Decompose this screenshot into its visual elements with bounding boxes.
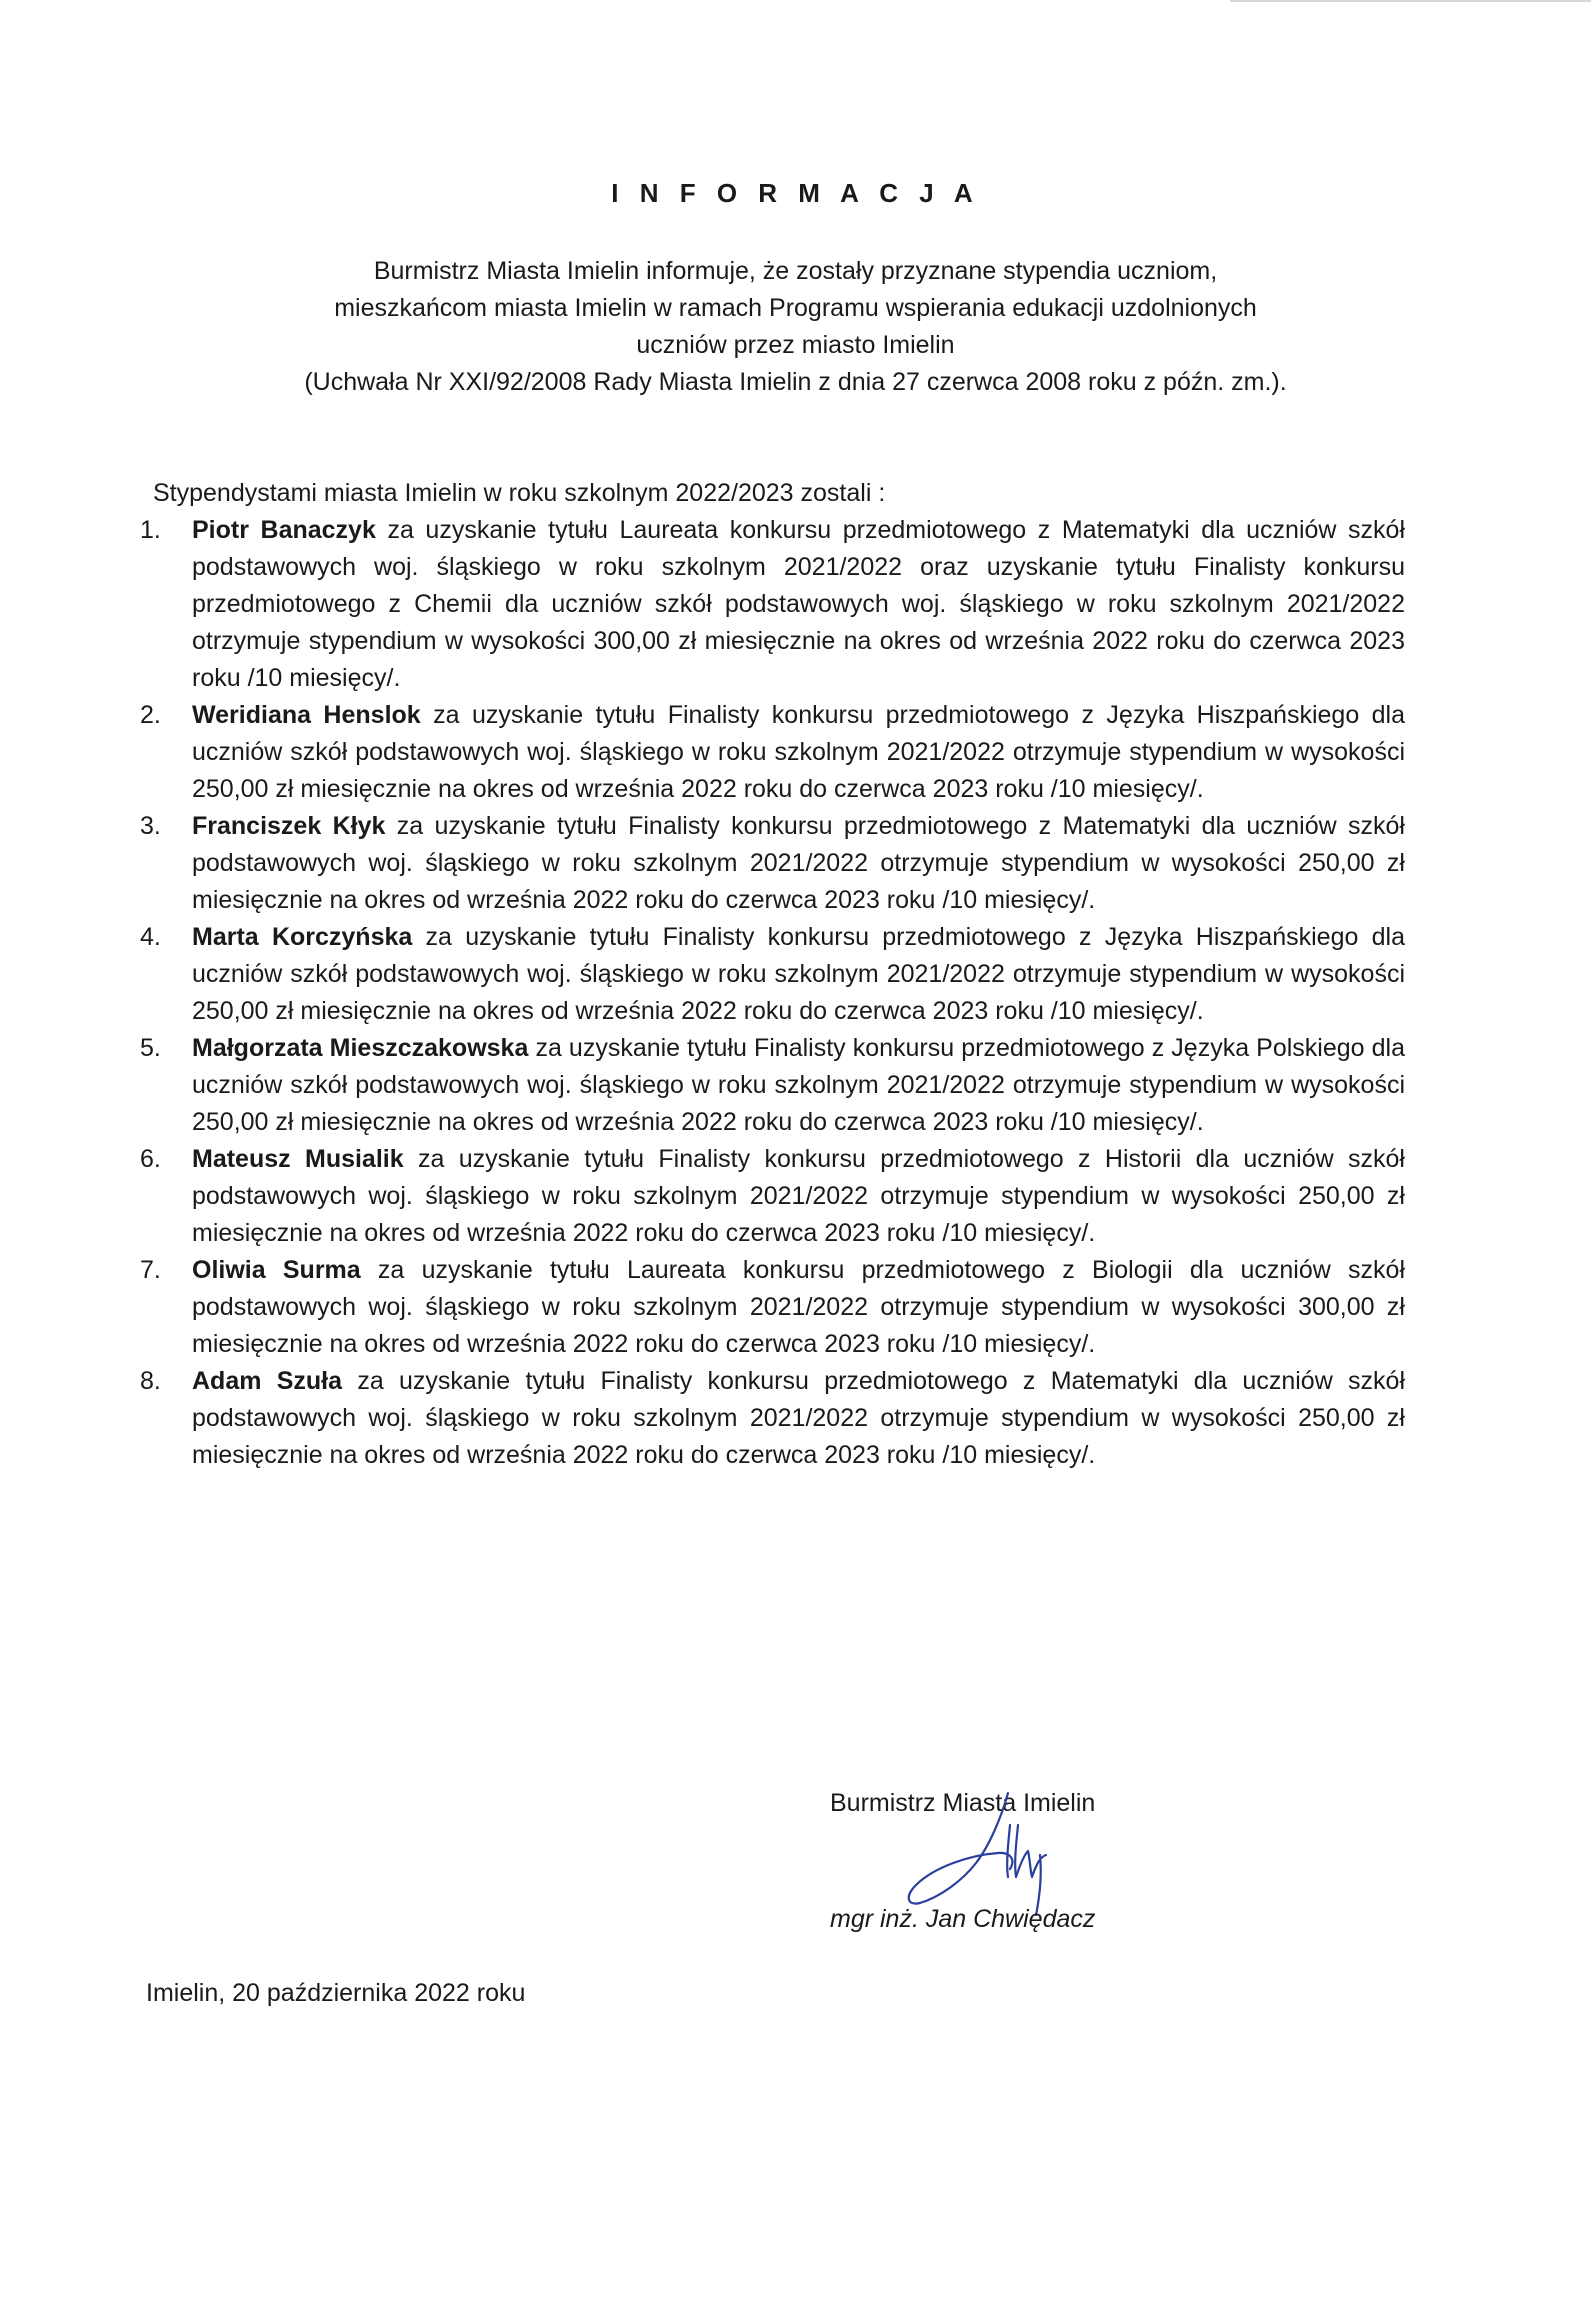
recipient-name: Weridiana Henslok — [192, 701, 421, 729]
list-item — [140, 1252, 1405, 1363]
document-title: I N F O R M A C J A — [611, 178, 980, 208]
recipient-description: za uzyskanie tytułu Finalisty konkursu przedmiotowego z Historii dla uczniów szkół podstawowych woj. śląskiego w roku szkolnym 2021/2022 otrzymuje stypendium w wysokości 250,00 zł miesięcznie na okres od września 2022 roku do czerwca 2023 roku /10 miesięcy/. — [192, 1145, 1405, 1247]
recipient-name: Mateusz Musialik — [192, 1145, 404, 1173]
item-number: 7. — [140, 1256, 161, 1284]
list-item — [140, 1030, 1405, 1141]
list-item — [140, 512, 1405, 697]
recipient-description: za uzyskanie tytułu Finalisty konkursu przedmiotowego z Języka Hiszpańskiego dla uczniów szkół podstawowych woj. śląskiego w roku szkolnym 2021/2022 otrzymuje stypendium w wysokości 250,00 zł miesięcznie na okres od września 2022 roku do czerwca 2023 roku /10 miesięcy/. — [192, 923, 1405, 1025]
list-item — [140, 808, 1405, 919]
intro-line: (Uchwała Nr XXI/92/2008 Rady Miasta Imielin z dnia 27 czerwca 2008 roku z późn. zm.). — [304, 368, 1287, 396]
recipient-name: Piotr Banaczyk — [192, 516, 376, 544]
item-number: 8. — [140, 1367, 161, 1395]
recipient-description: za uzyskanie tytułu Finalisty konkursu przedmiotowego z Języka Hiszpańskiego dla uczniów szkół podstawowych woj. śląskiego w roku szkolnym 2021/2022 otrzymuje stypendium w wysokości 250,00 zł miesięcznie na okres od września 2022 roku do czerwca 2023 roku /10 miesięcy/. — [192, 701, 1406, 803]
recipient-description: za uzyskanie tytułu Finalisty konkursu przedmiotowego z Języka Polskiego dla uczniów szkół podstawowych woj. śląskiego w roku szkolnym 2021/2022 otrzymuje stypendium w wysokości 250,00 zł miesięcznie na okres od września 2022 roku do czerwca 2023 roku /10 miesięcy/. — [192, 1034, 1405, 1136]
recipient-name: Oliwia Surma — [192, 1256, 361, 1284]
scan-edge-line — [1230, 0, 1591, 2]
recipient-name: Adam Szuła — [192, 1367, 343, 1395]
recipients-lead: Stypendystami miasta Imielin w roku szkolnym 2022/2023 zostali : — [153, 479, 886, 507]
list-item — [140, 697, 1405, 808]
list-item — [140, 1141, 1405, 1252]
signatory-name: mgr inż. Jan Chwiędacz — [830, 1905, 1096, 1933]
item-number: 6. — [140, 1145, 161, 1173]
recipients-list — [140, 512, 1405, 1474]
recipient-description: za uzyskanie tytułu Finalisty konkursu przedmiotowego z Matematyki dla uczniów szkół podstawowych woj. śląskiego w roku szkolnym 2021/2022 otrzymuje stypendium w wysokości 250,00 zł miesięcznie na okres od września 2022 roku do czerwca 2023 roku /10 miesięcy/. — [192, 812, 1405, 914]
recipient-name: Marta Korczyńska — [192, 923, 413, 951]
signatory-role: Burmistrz Miasta Imielin — [830, 1789, 1096, 1817]
item-number: 4. — [140, 923, 161, 951]
item-number: 5. — [140, 1034, 161, 1062]
recipient-description: za uzyskanie tytułu Laureata konkursu przedmiotowego z Matematyki dla uczniów szkół podstawowych woj. śląskiego w roku szkolnym 2021/2022 oraz uzyskanie tytułu Finalisty konkursu przedmiotowego z Chemii dla uczniów szkół podstawowych woj. śląskiego w roku szkolnym 2021/2022 otrzymuje stypendium w wysokości 300,00 zł miesięcznie na okres od września 2022 roku do czerwca 2023 roku /10 miesięcy/. — [192, 516, 1405, 692]
recipient-name: Franciszek Kłyk — [192, 812, 386, 840]
intro-line: uczniów przez miasto Imielin — [636, 331, 955, 359]
item-number: 3. — [140, 812, 161, 840]
list-item — [140, 1363, 1405, 1474]
item-number: 2. — [140, 701, 161, 729]
item-number: 1. — [140, 516, 161, 544]
intro-line: mieszkańcom miasta Imielin w ramach Programu wspierania edukacji uzdolnionych — [334, 294, 1257, 322]
intro-paragraph — [0, 253, 1591, 401]
intro-line: Burmistrz Miasta Imielin informuje, że zostały przyznane stypendia uczniom, — [373, 257, 1218, 285]
place-date: Imielin, 20 października 2022 roku — [146, 1979, 526, 2007]
recipient-description: za uzyskanie tytułu Finalisty konkursu przedmiotowego z Matematyki dla uczniów szkół podstawowych woj. śląskiego w roku szkolnym 2021/2022 otrzymuje stypendium w wysokości 250,00 zł miesięcznie na okres od września 2022 roku do czerwca 2023 roku /10 miesięcy/. — [192, 1367, 1405, 1469]
list-item — [140, 919, 1405, 1030]
recipient-name: Małgorzata Mieszczakowska — [192, 1034, 529, 1062]
recipient-description: za uzyskanie tytułu Laureata konkursu przedmiotowego z Biologii dla uczniów szkół podstawowych woj. śląskiego w roku szkolnym 2021/2022 otrzymuje stypendium w wysokości 300,00 zł miesięcznie na okres od września 2022 roku do czerwca 2023 roku /10 miesięcy/. — [192, 1256, 1405, 1358]
